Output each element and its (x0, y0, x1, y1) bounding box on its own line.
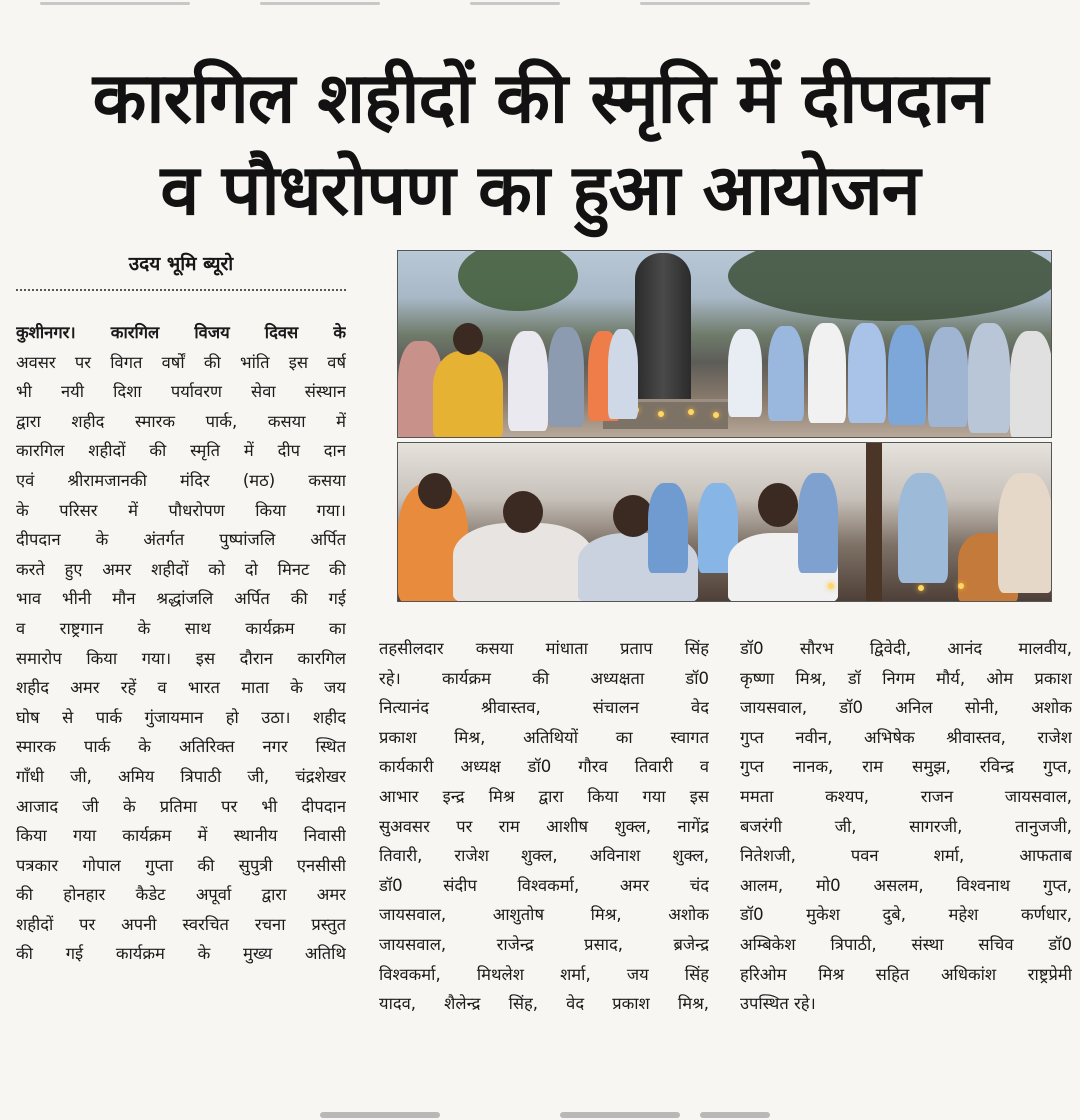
text-line: यादव, शैलेन्द्र सिंह, वेद प्रकाश मिश्र, (379, 994, 709, 1014)
text-line: के परिसर में पौधरोपण किया गया। (16, 500, 346, 520)
text-line: तहसीलदार कसया मांधाता प्रताप सिंह (379, 639, 709, 658)
article-column-3 (740, 634, 1072, 1019)
text-line: हरिओम मिश्र सहित अधिकांश राष्ट्रप्रेमी (740, 964, 1072, 984)
text-line: जायसवाल, राजेन्द्र प्रसाद, ब्रजेन्द्र (379, 934, 709, 954)
text-line: भाव भीनी मौन श्रद्धांजलि अर्पित की गई (16, 589, 346, 609)
text-line: द्वारा शहीद स्मारक पार्क, कसया में (16, 411, 346, 431)
text-line: आलम, मो0 असलम, विश्वनाथ गुप्त, (740, 875, 1072, 895)
text-line: जायसवाल, डॉ0 अनिल सोनी, अशोक (740, 698, 1072, 718)
text-line: की होनहार कैडेट अपूर्वा द्वारा अमर (16, 885, 346, 905)
photo-candle-tribute (397, 442, 1052, 602)
article-column-2 (379, 634, 709, 1019)
text-line: स्मारक पार्क के अतिरिक्त नगर स्थित (16, 737, 346, 757)
cropped-previous-article-strip (0, 0, 1080, 14)
text-line: कुशीनगर। कारगिल विजय दिवस के (16, 323, 346, 342)
text-line: आजाद जी के प्रतिमा पर भी दीपदान (16, 796, 346, 816)
text-line: बजरंगी जी, सागरजी, तानुजजी, (740, 816, 1072, 836)
text-line: गुप्त नानक, राम समुझ, रविन्द्र गुप्त, (740, 757, 1072, 777)
text-line: कार्यकारी अध्यक्ष डॉ0 गौरव तिवारी व (379, 757, 709, 777)
cropped-next-article-strip (0, 1108, 1080, 1120)
text-line: दीपदान के अंतर्गत पुष्पांजलि अर्पित (16, 530, 346, 550)
text-line: भी नयी दिशा पर्यावरण सेवा संस्थान (16, 382, 346, 402)
text-line: एवं श्रीरामजानकी मंदिर (मठ) कसया (16, 470, 346, 490)
headline-line-1: कारगिल शहीदों की स्मृति में दीपदान (92, 57, 988, 139)
text-line: डॉ0 सौरभ द्विवेदी, आनंद मालवीय, (740, 639, 1072, 658)
text-line: गुप्त नवीन, अभिषेक श्रीवास्तव, राजेश (740, 727, 1072, 747)
text-line: किया गया कार्यक्रम में स्थानीय निवासी (16, 826, 346, 846)
monument-stone (635, 253, 691, 403)
text-line: शहीदों पर अपनी स्वरचित रचना प्रस्तुत (16, 914, 346, 934)
headline-line-2: व पौधरोपण का हुआ आयोजन (160, 149, 920, 231)
text-line: घोष से पार्क गुंजायमान हो उठा। शहीद (16, 707, 346, 727)
text-line: जायसवाल, आशुतोष मिश्र, अशोक (379, 905, 709, 925)
text-line: अम्बिकेश त्रिपाठी, संस्था सचिव डॉ0 (740, 934, 1072, 954)
text-line: गाँधी जी, अमिय त्रिपाठी जी, चंद्रशेखर (16, 766, 346, 786)
text-line: तिवारी, राजेश शुक्ल, अविनाश शुक्ल, (379, 846, 709, 866)
text-line: ममता कश्यप, राजन जायसवाल, (740, 786, 1072, 806)
text-line: अवसर पर विगत वर्षों की भांति इस वर्ष (16, 352, 346, 372)
text-line: कारगिल शहीदों की स्मृति में दीप दान (16, 441, 346, 461)
article-column-1 (16, 318, 346, 969)
byline-divider (16, 289, 346, 291)
text-line: समारोप किया गया। इस दौरान कारगिल (16, 648, 346, 668)
text-line: नितेशजी, पवन शर्मा, आफताब (740, 846, 1072, 866)
text-line: रहे। कार्यक्रम की अध्यक्षता डॉ0 (379, 668, 709, 688)
text-line: शहीद अमर रहें व भारत माता के जय (16, 678, 346, 698)
text-line: विश्वकर्मा, मिथलेश शर्मा, जय सिंह (379, 964, 709, 984)
text-line: करते हुए अमर शहीदों को दो मिनट की (16, 559, 346, 579)
text-line: व राष्ट्रगान के साथ कार्यक्रम का (16, 618, 346, 638)
article-headline (0, 52, 1080, 236)
text-line: कृष्णा मिश्र, डॉ निगम मौर्य, ओम प्रकाश (740, 668, 1072, 688)
text-line: आभार इन्द्र मिश्र द्वारा किया गया इस (379, 786, 709, 806)
text-line: सुअवसर पर राम आशीष शुक्ल, नागेंद्र (379, 816, 709, 836)
text-line: पत्रकार गोपाल गुप्ता की सुपुत्री एनसीसी (16, 855, 346, 875)
byline: उदय भूमि ब्यूरो (128, 253, 234, 275)
text-line: प्रकाश मिश्र, अतिथियों का स्वागत (379, 727, 709, 747)
text-line: नित्यानंद श्रीवास्तव, संचालन वेद (379, 698, 709, 718)
text-line: डॉ0 मुकेश दुबे, महेश कर्णधार, (740, 905, 1072, 925)
text-line: उपस्थित रहे। (740, 994, 816, 1014)
text-line: डॉ0 संदीप विश्वकर्मा, अमर चंद (379, 875, 709, 895)
text-line: की गई कार्यक्रम के मुख्य अतिथि (16, 944, 346, 964)
photo-monument-ceremony (397, 250, 1052, 438)
